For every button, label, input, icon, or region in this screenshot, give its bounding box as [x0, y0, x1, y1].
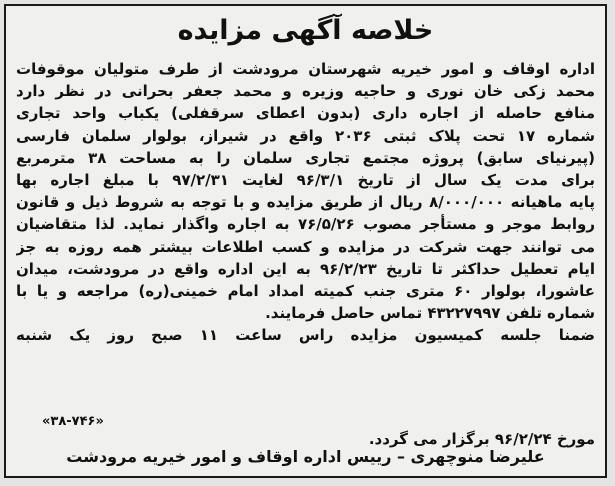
notice-code: «۳۸-۷۴۶» — [42, 414, 104, 429]
notice-line: ایام تعطیل حداکثر تا تاریخ ۹۶/۲/۲۳ به این اداره واقع در مرودشت، میدان — [16, 259, 595, 278]
notice-title: خلاصه آگهی مزایده — [177, 15, 434, 46]
session-date-line: مورخ ۹۶/۲/۲۴ برگزار می گردد. — [368, 430, 595, 448]
auction-notice — [4, 4, 607, 478]
notice-line: اداره اوقاف و امور خیریه شهرستان مرودشت از طرف متولیان موقوفات — [16, 60, 595, 78]
notice-body — [16, 58, 595, 346]
notice-line: منافع حاصله از اجاره داری (بدون اعطای سرقفلی) یکباب واحد تجاری — [16, 104, 595, 123]
notice-line: عاشورا، بولوار ۶۰ متری جنب کمیته امداد امام خمینی(ره) مراجعه و یا با — [16, 281, 595, 300]
notice-line: شماره تلفن ۴۳۲۲۷۹۹۷ تماس حاصل فرمایند. — [265, 304, 595, 323]
notice-line: برای مدت یک سال از تاریخ ۹۶/۳/۱ لغایت ۹۷/۲/۳۱ با مبلغ اجاره بها — [16, 170, 595, 189]
notice-line: (پیرنیای سابق) پروژه مجتمع تجاری سلمان را به مساحت ۳۸ مترمربع — [16, 148, 595, 167]
notice-line: می توانند جهت شرکت در مزایده و کسب اطلاعات بیشتر همه روزه به جز — [16, 237, 595, 256]
notice-line: پایه ماهیانه ۸/۰۰۰/۰۰۰ ریال از طریق مزایده و با توجه به شروط ذیل و قانون — [16, 193, 595, 212]
notice-line: محمد زکی خان نوری و حاجیه وزیره و محمد جعفر بحرانی در نظر دارد — [16, 82, 595, 101]
notice-line: روابط موجر و مستأجر مصوب ۷۶/۵/۲۶ به اجاره واگذار نماید. لذا متقاضیان — [16, 215, 595, 234]
signature-line: علیرضا منوچهری – رییس اداره اوقاف و امور خیریه مرودشت — [66, 447, 545, 466]
notice-line: ضمنا جلسه کمیسیون مزایده راس ساعت ۱۱ صبح روز یک شنبه — [16, 326, 595, 345]
notice-line: شماره ۱۷ تحت پلاک ثبتی ۲۰۳۶ واقع در شیراز، بولوار سلمان فارسی — [16, 126, 595, 145]
